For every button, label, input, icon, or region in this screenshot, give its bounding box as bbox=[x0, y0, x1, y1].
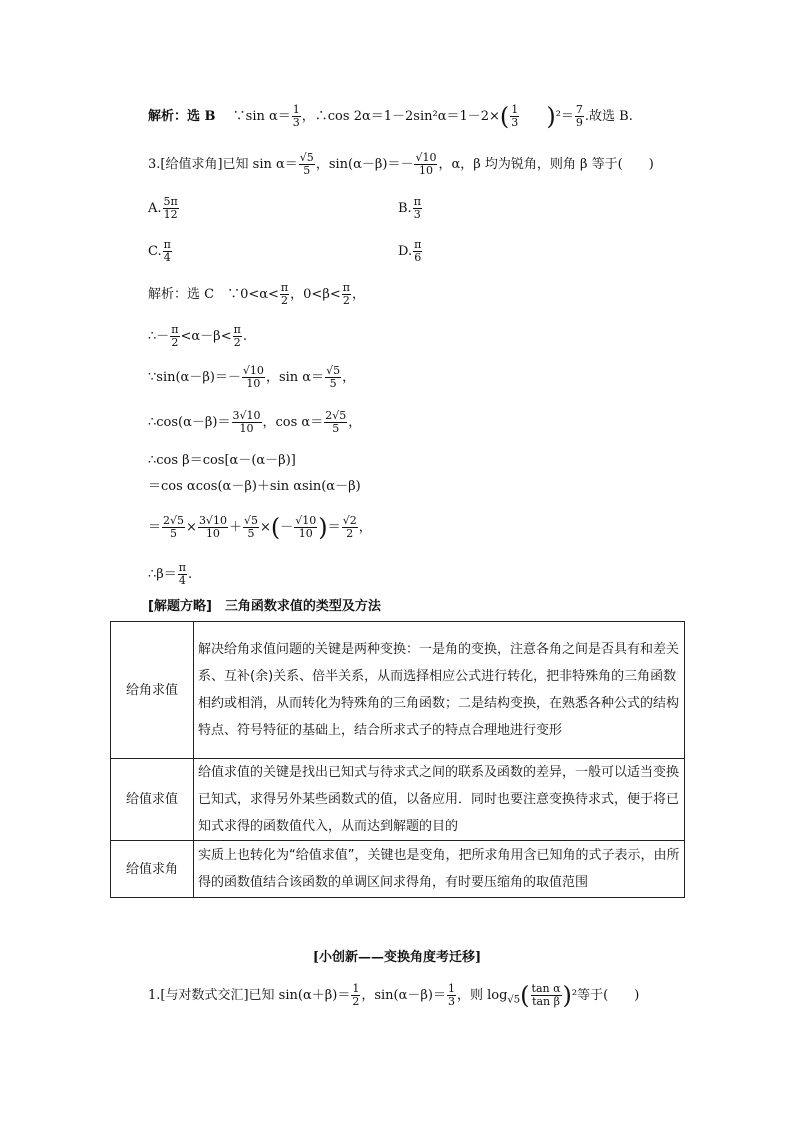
text: ∴cos(α－β)＝ bbox=[148, 415, 231, 430]
denominator: 5 bbox=[329, 377, 337, 390]
text: ，α，β 均为锐角，则角 β 等于( ) bbox=[438, 157, 654, 172]
row-content: 给值求值的关键是找出已知式与待求式之间的联系及函数的差异，一般可以适当变换已知式，求得另外某些函数式的值，以备应用．同时也要注意变换待求式，便于将已知式求得的函数值代入，从而达到解题的目的 bbox=[194, 759, 685, 841]
text: ，sin(α－β)＝ bbox=[361, 988, 446, 1003]
denominator: tan β bbox=[532, 995, 560, 1008]
denominator: 6 bbox=[414, 251, 422, 264]
table-row bbox=[111, 841, 685, 898]
q3-solution-line-1 bbox=[148, 282, 365, 307]
numerator: √10 bbox=[415, 151, 437, 164]
denominator: 10 bbox=[239, 422, 254, 435]
fraction bbox=[342, 282, 351, 307]
option-label: A. bbox=[148, 201, 162, 216]
fraction bbox=[325, 365, 341, 390]
fraction bbox=[447, 983, 456, 1008]
fraction bbox=[162, 515, 185, 540]
text: ²等于( ) bbox=[571, 988, 640, 1003]
numerator: 2√5 bbox=[163, 514, 185, 527]
numerator: √2 bbox=[342, 514, 357, 527]
fraction bbox=[413, 239, 422, 264]
innovation-heading: [小创新——变换角度考迁移] bbox=[312, 950, 482, 965]
numerator: 5π bbox=[163, 195, 178, 208]
numerator: √5 bbox=[326, 364, 341, 377]
numerator: π bbox=[342, 281, 350, 294]
numerator: 3√10 bbox=[198, 514, 227, 527]
numerator: √10 bbox=[242, 364, 264, 377]
option-label: D. bbox=[398, 244, 413, 259]
text: ，则 log bbox=[456, 988, 508, 1003]
numerator: √5 bbox=[243, 514, 258, 527]
denominator: 10 bbox=[205, 527, 220, 540]
denominator: 4 bbox=[163, 251, 171, 264]
text: ∴β＝ bbox=[148, 567, 177, 582]
method-table bbox=[110, 621, 685, 898]
row-label: 给角求值 bbox=[111, 622, 194, 759]
numerator: √5 bbox=[299, 151, 314, 164]
fraction bbox=[342, 515, 358, 540]
fraction bbox=[198, 515, 228, 540]
fraction bbox=[233, 324, 242, 349]
denominator: 10 bbox=[418, 164, 433, 177]
text: ， bbox=[342, 370, 356, 385]
q3-solution-line-6 bbox=[148, 478, 361, 496]
text: ， bbox=[348, 415, 362, 430]
numerator: 7 bbox=[575, 103, 583, 116]
denominator: 4 bbox=[178, 574, 186, 587]
fraction bbox=[294, 515, 317, 540]
text: ＋ bbox=[228, 520, 242, 535]
q3-solution-line-4 bbox=[148, 410, 361, 435]
text: ∴－ bbox=[148, 329, 170, 344]
right-paren: ) bbox=[562, 981, 572, 1010]
numerator: 1 bbox=[352, 982, 360, 995]
numerator: tan α bbox=[531, 982, 561, 995]
q2-solution-line bbox=[148, 104, 633, 129]
text: ， bbox=[358, 520, 372, 535]
row-label: 给值求值 bbox=[111, 759, 194, 841]
right-paren: ) bbox=[546, 102, 556, 131]
denominator: 3 bbox=[292, 116, 300, 129]
option-a bbox=[148, 196, 180, 221]
text: ＝ bbox=[327, 520, 341, 535]
numerator: 1 bbox=[511, 103, 519, 116]
fraction bbox=[242, 365, 265, 390]
fraction bbox=[413, 196, 422, 221]
q3-solution-line-2 bbox=[148, 324, 247, 349]
table-row bbox=[111, 622, 685, 759]
numerator: π bbox=[413, 195, 421, 208]
right-paren: ) bbox=[318, 513, 328, 542]
denominator: 2 bbox=[233, 336, 241, 349]
option-label: B. bbox=[398, 201, 412, 216]
text: ∵sin(α－β)＝－ bbox=[148, 370, 241, 385]
fraction bbox=[414, 152, 437, 177]
numerator: 1 bbox=[292, 103, 300, 116]
log-base: √5 bbox=[507, 994, 521, 1006]
denominator: 12 bbox=[163, 208, 178, 221]
denominator: 5 bbox=[332, 422, 340, 435]
denominator: 2 bbox=[342, 294, 350, 307]
text: 3.[给值求角]已知 sin α＝ bbox=[148, 157, 298, 172]
numerator: 2√5 bbox=[325, 409, 347, 422]
text: . bbox=[242, 329, 247, 344]
option-c bbox=[148, 239, 173, 264]
row-content: 解决给角求值问题的关键是两种变换：一是角的变换，注意各角之间是否具有和差关系、互补(余)关系、倍半关系，从而选择相应公式进行转化，把非特殊角的三角函数相约或相消，从而转化为特殊角的三角函数；二是结构变换，在熟悉各种公式的结构特点、符号特征的基础上，结合所求式子的特点合理地进行变形 bbox=[194, 622, 685, 759]
left-paren: ( bbox=[270, 513, 281, 542]
q3-solution-line-7 bbox=[148, 515, 372, 540]
denominator: 10 bbox=[298, 527, 313, 540]
text: ，sin α＝ bbox=[265, 370, 325, 385]
fraction bbox=[292, 104, 301, 129]
denominator: 2 bbox=[346, 527, 354, 540]
denominator: 2 bbox=[171, 336, 179, 349]
fraction bbox=[531, 983, 562, 1008]
denominator: 2 bbox=[352, 995, 360, 1008]
fraction bbox=[170, 324, 179, 349]
denominator: 2 bbox=[281, 294, 289, 307]
text: × bbox=[259, 520, 271, 535]
numerator: √10 bbox=[295, 514, 317, 527]
solution-prefix: 解析：选 B bbox=[148, 109, 216, 124]
fraction bbox=[351, 983, 360, 1008]
numerator: π bbox=[280, 281, 289, 294]
fraction bbox=[232, 410, 262, 435]
text: × bbox=[186, 520, 197, 535]
fraction bbox=[299, 152, 315, 177]
text: <α－β< bbox=[180, 329, 232, 344]
numerator: π bbox=[233, 323, 241, 336]
denominator: 5 bbox=[247, 527, 255, 540]
numerator: π bbox=[171, 323, 179, 336]
text: － bbox=[280, 520, 294, 535]
fraction bbox=[163, 196, 179, 221]
denominator: 3 bbox=[511, 116, 519, 129]
fraction bbox=[163, 239, 172, 264]
text: 1.[与对数式交汇]已知 sin(α＋β)＝ bbox=[148, 988, 351, 1003]
denominator: 5 bbox=[303, 164, 311, 177]
text: ，cos α＝ bbox=[262, 415, 324, 430]
text: ， bbox=[351, 287, 365, 302]
text: 解析：选 C ∵0<α< bbox=[148, 287, 279, 302]
fraction bbox=[575, 104, 584, 129]
q3-solution-line-3 bbox=[148, 365, 355, 390]
text: ∴cos β＝cos[α－(α－β)] bbox=[148, 453, 296, 468]
question-3-stem bbox=[148, 152, 654, 177]
numerator: π bbox=[178, 561, 187, 574]
left-paren: ( bbox=[499, 102, 510, 131]
new-question-1 bbox=[148, 983, 639, 1010]
method-heading: [解题方略] 三角函数求值的类型及方法 bbox=[148, 599, 381, 614]
text: ，sin(α－β)＝－ bbox=[315, 157, 414, 172]
text: ＝ bbox=[148, 520, 162, 535]
fraction bbox=[324, 410, 347, 435]
option-b bbox=[398, 196, 423, 221]
option-d bbox=[398, 239, 423, 264]
fraction bbox=[280, 282, 289, 307]
text: ，0<β< bbox=[290, 287, 341, 302]
row-content: 实质上也转化为“给值求值”，关键也是变角，把所求角用含已知角的式子表示，由所得的函数值结合该函数的单调区间求得角，有时要压缩角的取值范围 bbox=[194, 841, 685, 898]
numerator: π bbox=[414, 238, 422, 251]
row-label: 给值求角 bbox=[111, 841, 194, 898]
q3-solution-line-8 bbox=[148, 562, 192, 587]
fraction bbox=[510, 104, 519, 129]
denominator: 9 bbox=[575, 116, 583, 129]
text: ∵sin α＝ bbox=[232, 109, 291, 124]
table-row bbox=[111, 759, 685, 841]
option-label: C. bbox=[148, 244, 162, 259]
denominator: 5 bbox=[170, 527, 178, 540]
denominator: 3 bbox=[447, 995, 455, 1008]
q3-solution-line-5 bbox=[148, 452, 296, 470]
numerator: 1 bbox=[447, 982, 455, 995]
denominator: 3 bbox=[413, 208, 421, 221]
numerator: 3√10 bbox=[232, 409, 261, 422]
text: . bbox=[188, 567, 193, 582]
left-paren: ( bbox=[520, 981, 530, 1010]
text: .故选 B. bbox=[584, 109, 633, 124]
text: ²＝ bbox=[555, 109, 574, 124]
text: ，∴cos 2α＝1－2sin²α＝1－2× bbox=[301, 109, 500, 124]
fraction bbox=[243, 515, 259, 540]
denominator: 10 bbox=[246, 377, 261, 390]
fraction bbox=[178, 562, 187, 587]
numerator: π bbox=[163, 238, 171, 251]
text: ＝cos αcos(α－β)＋sin αsin(α－β) bbox=[148, 479, 361, 494]
